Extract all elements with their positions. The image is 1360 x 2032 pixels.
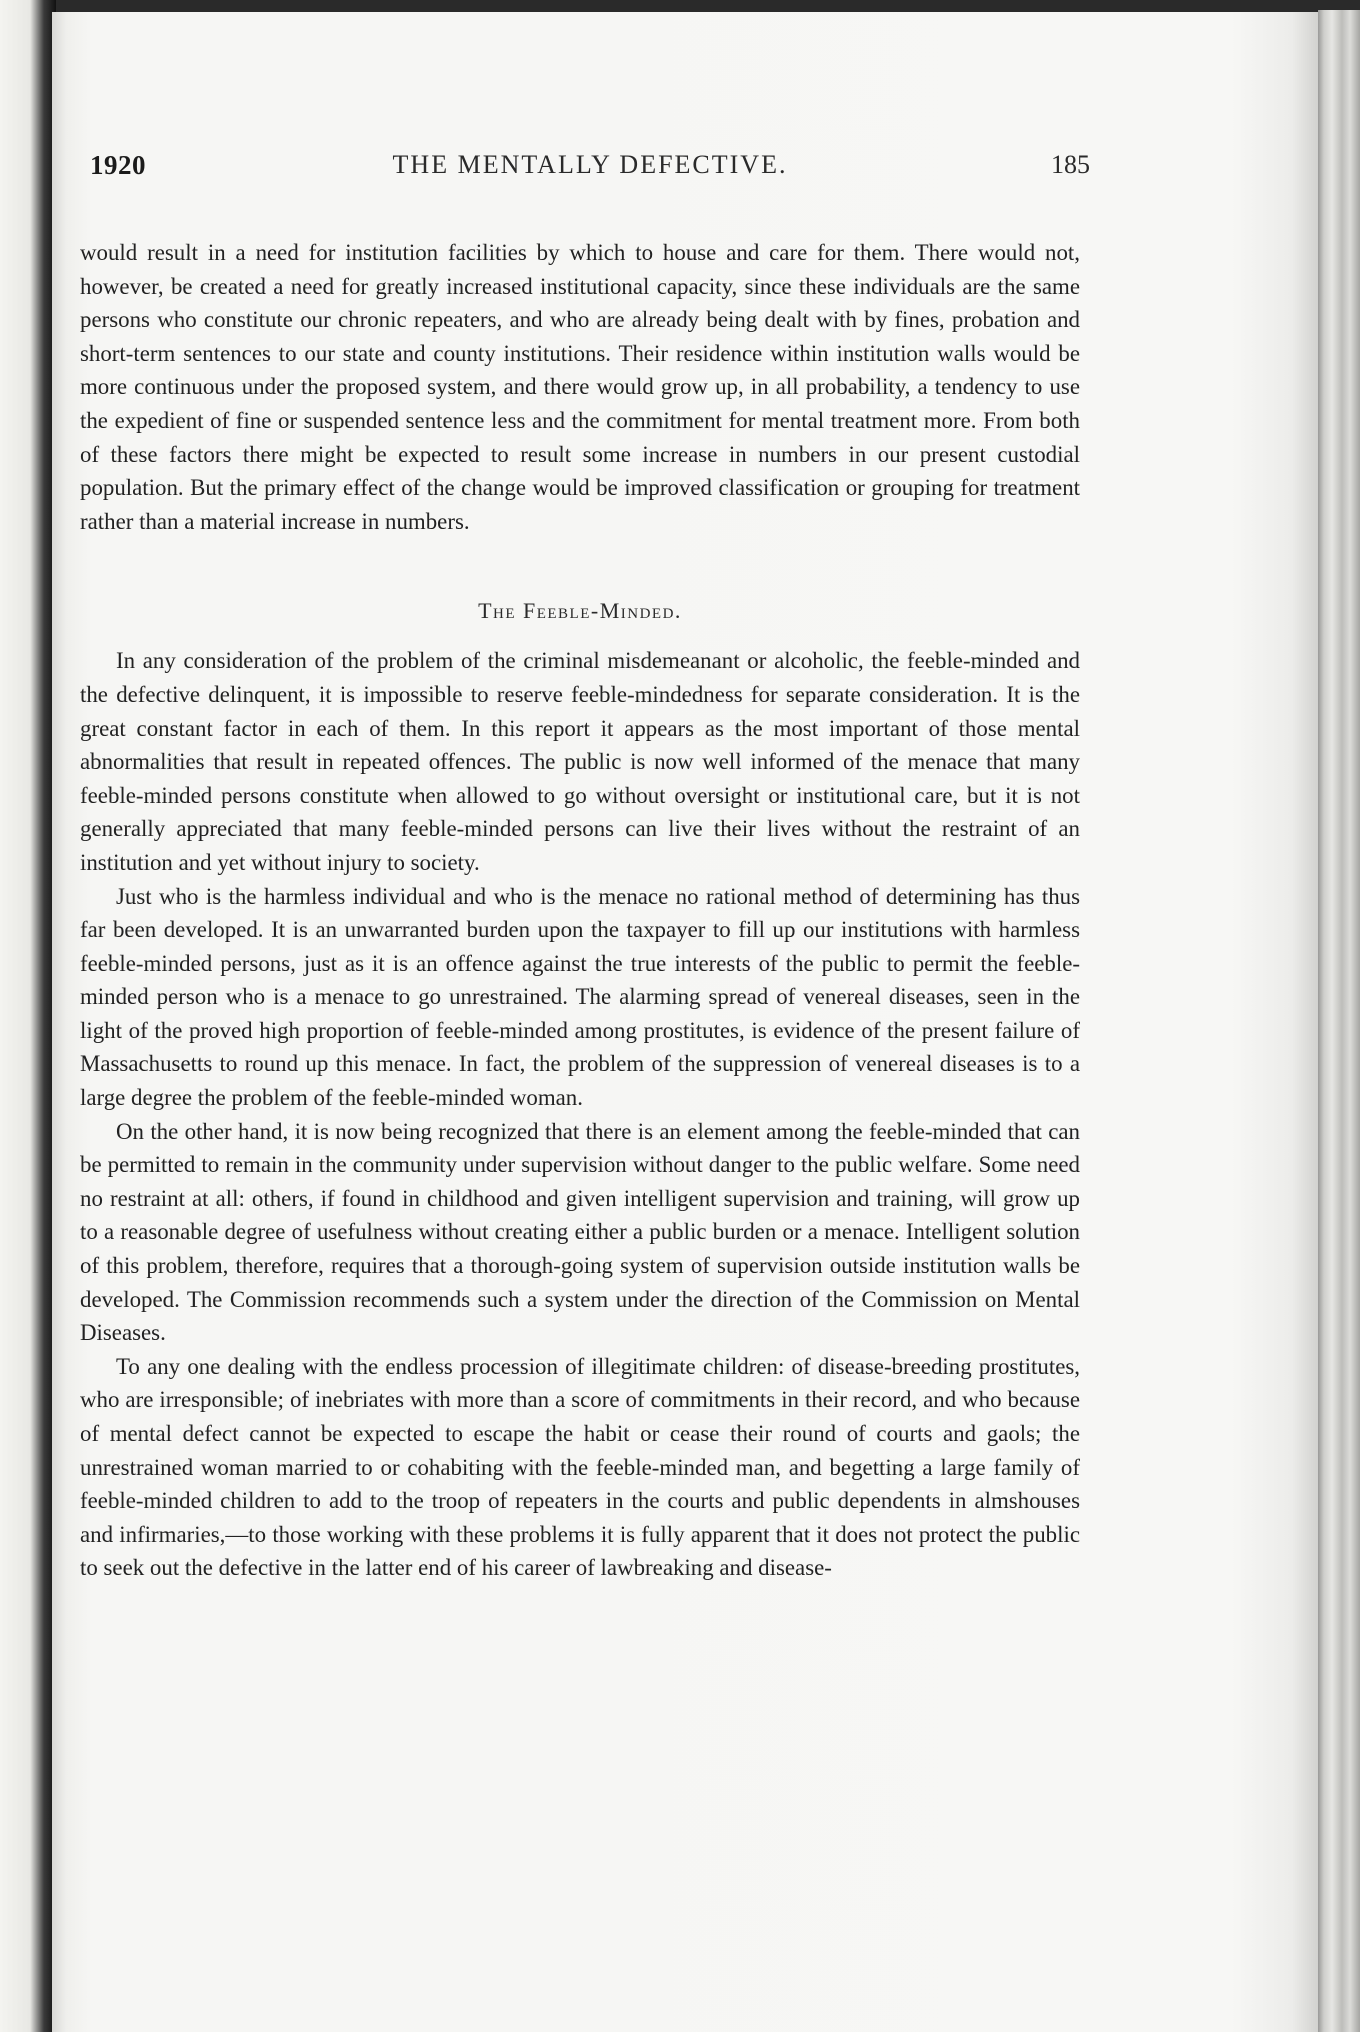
paragraph: To any one dealing with the endless procession of illegitimate children: of disease-breeding prostitutes, who are irresponsible; of inebriates with more than a score of commitments in their record, and who because of mental defect cannot be expected to escape the habit or cease their round of courts and gaols; the unrestrained woman married to or cohabiting with the feeble-minded man, and begetting a large family of feeble-minded children to add to the troop of repeaters in the courts and public dependents in almshouses and infirmaries,—to those working with these problems it is fully apparent that it does not protect the public to seek out the defective in the latter end of his career of lawbreaking and disease- [80, 1353, 1080, 1581]
section-heading: The Feeble-Minded. [478, 598, 682, 624]
right-page-edges [1318, 10, 1360, 2032]
paragraph: In any consideration of the problem of the criminal misdemeanant or alcoholic, the feeble-minded and the defective delinquent, it is impossible to reserve feeble-mindedness for separate consideration. It is the great constant factor in each of them. In this report it appears as the most important of those mental abnormalities that result in repeated offences. The public is now well informed of the menace that many feeble-minded persons constitute when allowed to go without oversight or institutional care, but it is not generally appreciated that many feeble-minded persons can live their lives without the restraint of an institution and yet without injury to society. [80, 648, 1080, 875]
header-running-title: THE MENTALLY DEFECTIVE. [392, 150, 788, 179]
body-text [80, 236, 1080, 1585]
paragraph: On the other hand, it is now being recognized that there is an element among the feeble-minded that can be permitted to remain in the community under supervision without danger to the public welfare. Some need no restraint at all: others, if found in childhood and given intelligent supervision and training, will grow up to a reasonable degree of usefulness without creating either a public burden or a menace. Intelligent solution of this problem, therefore, requires that a thorough-going system of supervision outside institution walls be developed. The Commission recommends such a system under the direction of the Commission on Mental Diseases. [80, 1118, 1080, 1346]
header-year: 1920 [90, 150, 146, 180]
paragraph: Just who is the harmless individual and who is the menace no rational method of determining has thus far been developed. It is an unwarranted burden upon the taxpayer to fill up our institutions with harmless feeble-minded persons, just as it is an offence against the true interests of the public to permit the feeble-minded person who is a menace to go unrestrained. The alarming spread of venereal diseases, seen in the light of the proved high proportion of feeble-minded among prostitutes, is evidence of the present failure of Massachusetts to round up this menace. In fact, the problem of the suppression of venereal diseases is to a large degree the problem of the feeble-minded woman. [80, 883, 1080, 1111]
running-header [90, 150, 1090, 194]
left-binding-edge [0, 0, 56, 2032]
header-page-number: 185 [1051, 150, 1090, 179]
paragraph-continued: would result in a need for institution facilities by which to house and care for them. There would not, however, be created a need for greatly increased institutional capacity, since these individuals are the same persons who constitute our chronic repeaters, and who are already being dealt with by fines, probation and short-term sentences to our state and county institutions. Their residence within institution walls would be more continuous under the proposed system, and there would grow up, in all probability, a tendency to use the expedient of fine or suspended sentence less and the commitment for mental treatment more. From both of these factors there might be expected to result some increase in numbers in our present custodial population. But the primary effect of the change would be improved classification or grouping for treatment rather than a material increase in numbers. [80, 240, 1080, 534]
